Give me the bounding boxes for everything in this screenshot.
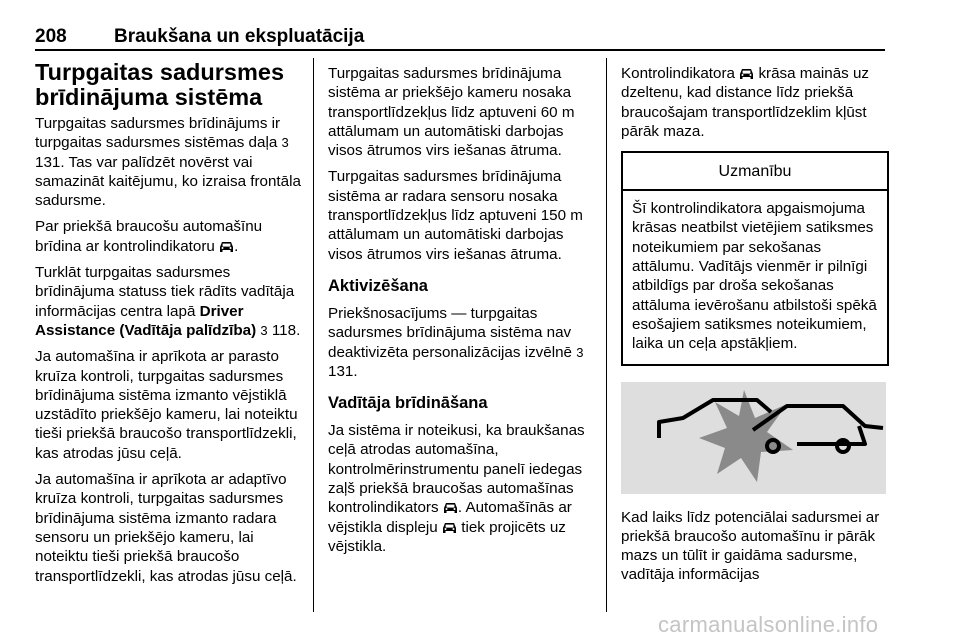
column-2	[328, 64, 593, 563]
collision-warning-illustration	[621, 382, 886, 494]
page-header	[35, 26, 885, 48]
paragraph: Ja sistēma ir noteikusi, ka braukšanas ceļā atrodas automašīna, kontrolmērinstrumentu panelī iedegas zaļš priekšā braucošas automašīnas kontrolindikators . Automašīnās ar vējstikla displeju tiek projicēts uz vējstikla.	[328, 422, 585, 555]
paragraph: Priekšnosacījums — turpgaitas sadursmes brīdinājuma sistēma nav deaktivizēta personalizācijas izvēlnē 3 131.	[328, 304, 584, 380]
watermark: carmanualsonline.info	[658, 612, 879, 637]
page-number: 208	[35, 26, 67, 47]
header-divider	[35, 49, 885, 51]
article-title: Turpgaitas sadursmes brīdinājuma sistēma	[35, 59, 285, 110]
paragraph: Turpgaitas sadursmes brīdinājums ir turpgaitas sadursmes sistēmas daļa 3 131. Tas var palīdzēt novērst vai samazināt kaitējumu, ko izraisa frontāla sadursme.	[35, 115, 301, 210]
page-ref-arrow-icon: 3	[576, 344, 584, 360]
page-ref-link[interactable]: 131	[328, 362, 354, 380]
paragraph: Kad laiks līdz potenciālai sadursmei ar priekšā braucošo automašīnu ir pārāk mazs un tūlīt ir gaidāma sadursme, vadītāja informācijas	[621, 508, 880, 584]
menu-page-name: Driver Assistance (Vadītāja palīdzība)	[35, 302, 257, 339]
paragraph: Turpgaitas sadursmes brīdinājuma sistēma ar radara sensoru nosaka transportlīdzekļus līdz aptuveni 150 m attālumam un automātiski darbojas visos ātrumos virs iešanas ātruma.	[328, 168, 583, 263]
subheading-driver-warning: Vadītāja brīdināšana	[328, 394, 488, 413]
page-ref-link[interactable]: 131	[35, 153, 61, 171]
column-divider-2	[606, 58, 607, 612]
collision-graphic	[621, 382, 886, 494]
column-1	[35, 60, 305, 593]
vehicle-ahead-icon	[442, 522, 457, 534]
page-ref-arrow-icon: 3	[281, 135, 289, 151]
vehicle-ahead-icon	[443, 502, 458, 514]
page-ref-arrow-icon: 3	[260, 322, 268, 338]
vehicle-ahead-icon	[219, 241, 234, 253]
paragraph: Turpgaitas sadursmes brīdinājuma sistēma ar priekšējo kameru nosaka transportlīdzekļus līdz aptuveni 60 m attālumam un automātiski darbojas visos ātrumos virs iešanas ātruma.	[328, 65, 575, 160]
paragraph: Kontrolindikatora krāsa mainās uz dzeltenu, kad distance līdz priekšā braucošajam transportlīdzeklim kļūst pārāk maza.	[621, 65, 870, 140]
impact-starburst-icon	[699, 390, 793, 482]
caution-box	[621, 151, 889, 365]
page-ref-link[interactable]: 118	[271, 321, 297, 339]
column-divider-1	[313, 58, 314, 612]
subheading-activation: Aktivizēšana	[328, 276, 428, 295]
caution-title: Uzmanību	[623, 153, 887, 191]
paragraph: Ja automašīna ir aprīkota ar adaptīvo kruīza kontroli, turpgaitas sadursmes brīdinājuma sistēma izmanto radara sensoru un priekšējo kameru, lai noteiktu tieši priekšā braucošo transportlīdzekli, kas atrodas jūsu ceļā.	[35, 471, 297, 585]
column-3	[621, 64, 889, 592]
section-title: Braukšana un ekspluatācija	[114, 26, 365, 47]
caution-text: Šī kontrolindikatora apgaismojuma krāsas neatbilst vietējiem satiksmes noteikumiem par sekošanas attālumu. Vadītājs vienmēr ir pilnīgi atbildīgs par droša sekošanas attāluma ievērošanu atbilstoši spēkā esošajiem satiksmes noteikumiem, laika un ceļa apstākļiem.	[632, 200, 877, 353]
vehicle-ahead-icon	[739, 68, 754, 80]
paragraph: Turklāt turpgaitas sadursmes brīdinājuma statuss tiek rādīts vadītāja informācijas centra lapā Driver Assistance (Vadītāja palīdzība) 3 118.	[35, 264, 301, 339]
paragraph: Ja automašīna ir aprīkota ar parasto kruīza kontroli, turpgaitas sadursmes brīdinājuma sistēma izmanto vējstiklā uzstādīto priekšējo kameru, lai noteiktu tieši priekšā braucošo transportlīdzekli, kas atrodas jūsu ceļā.	[35, 348, 298, 462]
paragraph: Par priekšā braucošu automašīnu brīdina ar kontrolindikatoru .	[35, 218, 263, 255]
